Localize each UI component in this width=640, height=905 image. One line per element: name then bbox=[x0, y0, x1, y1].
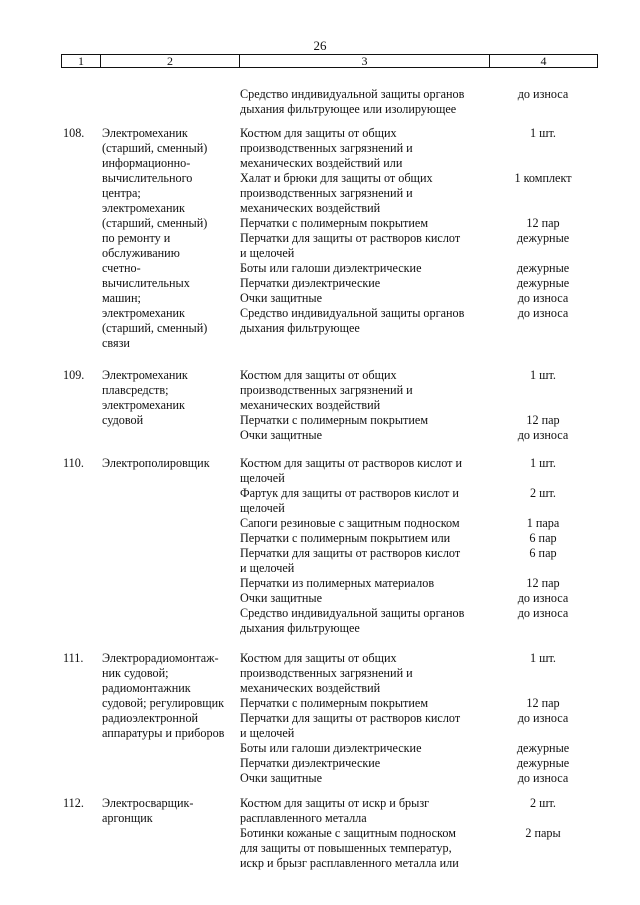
item-line: Перчатки с полимерным покрытием bbox=[240, 696, 429, 710]
item-line: расплавленного металла bbox=[240, 811, 367, 825]
quantities bbox=[490, 126, 596, 321]
quantity bbox=[490, 561, 596, 576]
entry-number: 111. bbox=[63, 651, 84, 665]
profession-line: связи bbox=[102, 336, 130, 350]
profession-line: обслуживанию bbox=[102, 246, 180, 260]
profession-line: радиоэлектронной bbox=[102, 711, 199, 725]
item-line: Боты или галоши диэлектрические bbox=[240, 741, 422, 755]
quantity: дежурные bbox=[516, 261, 570, 275]
item-line: и щелочей bbox=[240, 561, 295, 575]
quantity: до износа bbox=[517, 711, 569, 725]
quantity bbox=[490, 186, 596, 201]
item-line: производственных загрязнений и bbox=[240, 666, 413, 680]
quantities bbox=[490, 368, 596, 443]
item-line: щелочей bbox=[240, 501, 285, 515]
column-2-header: 2 bbox=[101, 55, 240, 68]
item-line: Боты или галоши диэлектрические bbox=[240, 261, 422, 275]
quantity: до износа bbox=[517, 87, 569, 101]
quantity: 2 пары bbox=[525, 826, 561, 840]
item-line: Костюм для защиты от растворов кислот и bbox=[240, 456, 463, 470]
quantity: до износа bbox=[517, 291, 569, 305]
item-line: Средство индивидуальной защиты органов bbox=[240, 87, 465, 101]
items bbox=[240, 126, 488, 336]
continuation-items bbox=[240, 87, 488, 117]
item-line: Перчатки диэлектрические bbox=[240, 756, 381, 770]
quantity: дежурные bbox=[516, 741, 570, 755]
profession-line: счетно- bbox=[102, 261, 141, 275]
quantity bbox=[490, 201, 596, 216]
quantity: 1 шт. bbox=[530, 126, 556, 140]
item-line: искр и брызг расплавленного металла или bbox=[240, 856, 459, 870]
column-4-header: 4 bbox=[490, 55, 598, 68]
profession-line: судовой bbox=[102, 413, 144, 427]
items bbox=[240, 651, 488, 786]
item-line: механических воздействий bbox=[240, 681, 381, 695]
items bbox=[240, 796, 488, 871]
profession-line: вычислительных bbox=[102, 276, 190, 290]
profession-line: вычислительного bbox=[102, 171, 193, 185]
quantity bbox=[490, 383, 596, 398]
item-line: Средство индивидуальной защиты органов bbox=[240, 606, 465, 620]
item-line: Перчатки с полимерным покрытием bbox=[240, 413, 429, 427]
profession-line: электромеханик bbox=[102, 398, 185, 412]
profession-line: центра; bbox=[102, 186, 141, 200]
quantity: 1 шт. bbox=[530, 651, 556, 665]
item-line: производственных загрязнений и bbox=[240, 383, 413, 397]
entry-number: 112. bbox=[63, 796, 84, 810]
quantity bbox=[490, 246, 596, 261]
column-3-header: 3 bbox=[240, 55, 490, 68]
quantity: 12 пар bbox=[526, 696, 560, 710]
profession-line: (старший, сменный) bbox=[102, 141, 208, 155]
quantity bbox=[490, 471, 596, 486]
item-line: механических воздействий bbox=[240, 398, 381, 412]
column-header-row bbox=[61, 54, 598, 68]
page-number: 26 bbox=[313, 38, 327, 53]
quantity: дежурные bbox=[516, 756, 570, 770]
profession bbox=[102, 368, 238, 428]
quantity bbox=[490, 156, 596, 171]
quantity: до износа bbox=[517, 428, 569, 442]
quantities bbox=[490, 651, 596, 786]
item-line: и щелочей bbox=[240, 246, 295, 260]
profession-line: электромеханик bbox=[102, 306, 185, 320]
profession-line: (старший, сменный) bbox=[102, 216, 208, 230]
quantity bbox=[490, 141, 596, 156]
item-line: Перчатки для защиты от растворов кислот bbox=[240, 711, 461, 725]
quantity: 12 пар bbox=[526, 216, 560, 230]
item-line: Перчатки из полимерных материалов bbox=[240, 576, 435, 590]
quantity: 1 пара bbox=[526, 516, 560, 530]
quantity: 6 пар bbox=[529, 531, 557, 545]
entry-number: 109. bbox=[63, 368, 85, 382]
quantity bbox=[490, 681, 596, 696]
profession bbox=[102, 651, 238, 741]
item-line: Костюм для защиты от общих bbox=[240, 368, 397, 382]
quantity bbox=[490, 811, 596, 826]
entry-number: 108. bbox=[63, 126, 85, 140]
quantity: 2 шт. bbox=[530, 486, 556, 500]
profession-line: Электрорадиомонтаж- bbox=[102, 651, 219, 665]
item-line: Костюм для защиты от искр и брызг bbox=[240, 796, 430, 810]
quantity: 2 шт. bbox=[530, 796, 556, 810]
quantity: 12 пар bbox=[526, 413, 560, 427]
profession-line: электромеханик bbox=[102, 201, 185, 215]
quantity: до износа bbox=[517, 591, 569, 605]
quantity: дежурные bbox=[516, 276, 570, 290]
quantity: до износа bbox=[517, 771, 569, 785]
profession-line: Электросварщик- bbox=[102, 796, 194, 810]
profession-line: машин; bbox=[102, 291, 141, 305]
profession-line: аргонщик bbox=[102, 811, 153, 825]
items bbox=[240, 456, 488, 636]
quantity bbox=[490, 726, 596, 741]
quantities bbox=[490, 796, 596, 841]
profession-line: Электромеханик bbox=[102, 126, 188, 140]
quantity bbox=[490, 398, 596, 413]
item-line: Перчатки диэлектрические bbox=[240, 276, 381, 290]
item-line: Халат и брюки для защиты от общих bbox=[240, 171, 433, 185]
item-line: дыхания фильтрующее bbox=[240, 321, 360, 335]
profession-line: по ремонту и bbox=[102, 231, 171, 245]
item-line: Сапоги резиновые с защитным подноском bbox=[240, 516, 460, 530]
item-line: Перчатки для защиты от растворов кислот bbox=[240, 546, 461, 560]
profession-line: Электромеханик bbox=[102, 368, 188, 382]
item-line: Очки защитные bbox=[240, 291, 322, 305]
entry-number: 110. bbox=[63, 456, 84, 470]
quantity: до износа bbox=[517, 606, 569, 620]
item-line: Очки защитные bbox=[240, 771, 322, 785]
item-line: дыхания фильтрующее bbox=[240, 621, 360, 635]
item-line: механических воздействий bbox=[240, 201, 381, 215]
profession-line: ник судовой; bbox=[102, 666, 169, 680]
profession-line: аппаратуры и приборов bbox=[102, 726, 225, 740]
quantities bbox=[490, 456, 596, 621]
quantity: 1 шт. bbox=[530, 456, 556, 470]
profession-line: плавсредств; bbox=[102, 383, 169, 397]
profession bbox=[102, 796, 238, 826]
quantity: 1 шт. bbox=[530, 368, 556, 382]
profession bbox=[102, 456, 238, 471]
profession-line: (старший, сменный) bbox=[102, 321, 208, 335]
quantity: 12 пар bbox=[526, 576, 560, 590]
item-line: Ботинки кожаные с защитным подноском bbox=[240, 826, 456, 840]
profession-line: судовой; регулировщик bbox=[102, 696, 225, 710]
item-line: щелочей bbox=[240, 471, 285, 485]
items bbox=[240, 368, 488, 443]
item-line: Перчатки с полимерным покрытием или bbox=[240, 531, 451, 545]
item-line: Костюм для защиты от общих bbox=[240, 126, 397, 140]
item-line: Перчатки с полимерным покрытием bbox=[240, 216, 429, 230]
item-line: Перчатки для защиты от растворов кислот bbox=[240, 231, 461, 245]
item-line: Фартук для защиты от растворов кислот и bbox=[240, 486, 459, 500]
quantity: до износа bbox=[517, 306, 569, 320]
quantity bbox=[490, 501, 596, 516]
profession-line: информационно- bbox=[102, 156, 191, 170]
item-line: Костюм для защиты от общих bbox=[240, 651, 397, 665]
item-line: Средство индивидуальной защиты органов bbox=[240, 306, 465, 320]
quantity bbox=[490, 666, 596, 681]
profession-line: Электрополировщик bbox=[102, 456, 210, 470]
profession-line: радиомонтажник bbox=[102, 681, 191, 695]
continuation-quantities bbox=[490, 87, 596, 102]
item-line: производственных загрязнений и bbox=[240, 186, 413, 200]
profession bbox=[102, 126, 238, 351]
quantity: 6 пар bbox=[529, 546, 557, 560]
quantity: дежурные bbox=[516, 231, 570, 245]
column-1-header: 1 bbox=[62, 55, 101, 68]
item-line: дыхания фильтрующее или изолирующее bbox=[240, 102, 457, 116]
item-line: для защиты от повышенных температур, bbox=[240, 841, 452, 855]
item-line: механических воздействий или bbox=[240, 156, 403, 170]
item-line: Очки защитные bbox=[240, 591, 322, 605]
item-line: и щелочей bbox=[240, 726, 295, 740]
quantity: 1 комплект bbox=[514, 171, 572, 185]
item-line: производственных загрязнений и bbox=[240, 141, 413, 155]
item-line: Очки защитные bbox=[240, 428, 322, 442]
